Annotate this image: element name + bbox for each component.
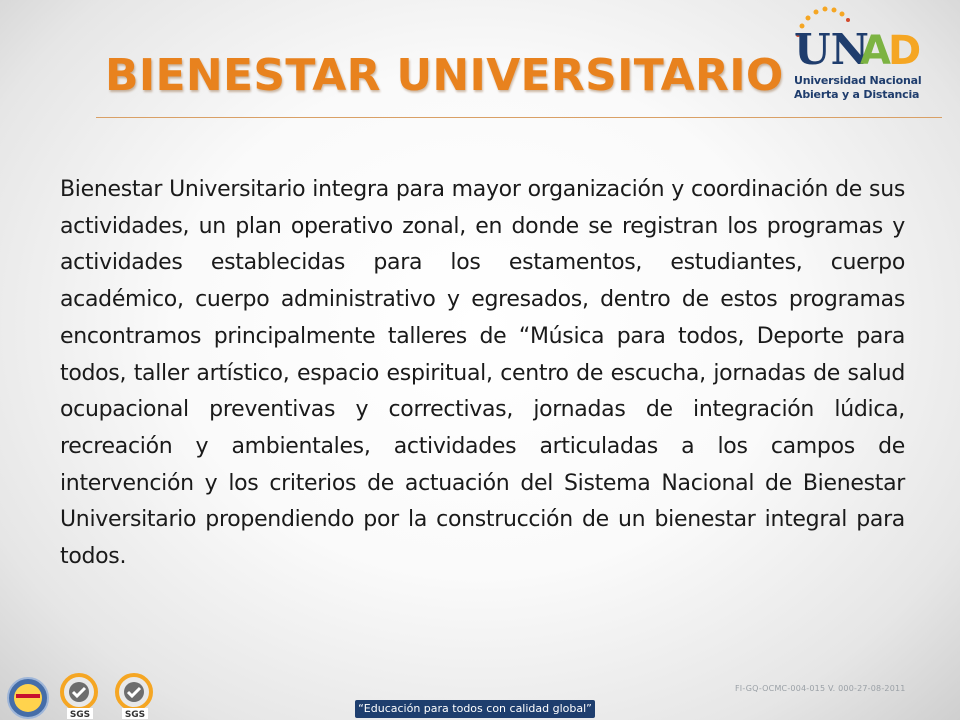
title-divider <box>96 117 942 118</box>
sgs-label: SGS <box>124 710 146 720</box>
logo-institution-line1: Universidad Nacional <box>794 74 922 87</box>
sgs-certification-icon <box>110 670 162 720</box>
document-code: FI-GQ-OCMC-004-015 V. 000-27-08-2011 <box>735 684 906 693</box>
sgs-label: SGS <box>69 710 91 720</box>
logo-wordmark-un: UN <box>794 25 870 74</box>
slogan-banner: “Educación para todos con calidad global” <box>355 700 595 718</box>
svg-text:D: D <box>888 28 922 74</box>
svg-text:A: A <box>860 28 891 74</box>
slide-title: BIENESTAR UNIVERSITARIO <box>105 50 784 101</box>
colombia-emblem-icon <box>2 672 54 720</box>
body-paragraph: Bienestar Universitario integra para mayor organización y coordinación de sus actividades, un plan operativo zonal, en donde se registran los programas y actividades establecidas para los estamentos, estudiantes, cuerpo académico, cuerpo administrativo y egresados, dentro de estos programas encontramos principalmente talleres de “Música para todos, Deporte para todos, taller artístico, espacio espiritual, centro de escucha, jornadas de salud ocupacional preventivas y correctivas, jornadas de integración lúdica, recreación y ambientales, actividades articuladas a los campos de intervención y los criterios de actuación del Sistema Nacional de Bienestar Universitario propendiendo por la construcción de un bienestar integral para todos. <box>60 177 905 570</box>
unad-logo <box>790 6 940 112</box>
sgs-certification-icon <box>55 670 107 720</box>
logo-institution-line2: Abierta y a Distancia <box>794 88 920 101</box>
